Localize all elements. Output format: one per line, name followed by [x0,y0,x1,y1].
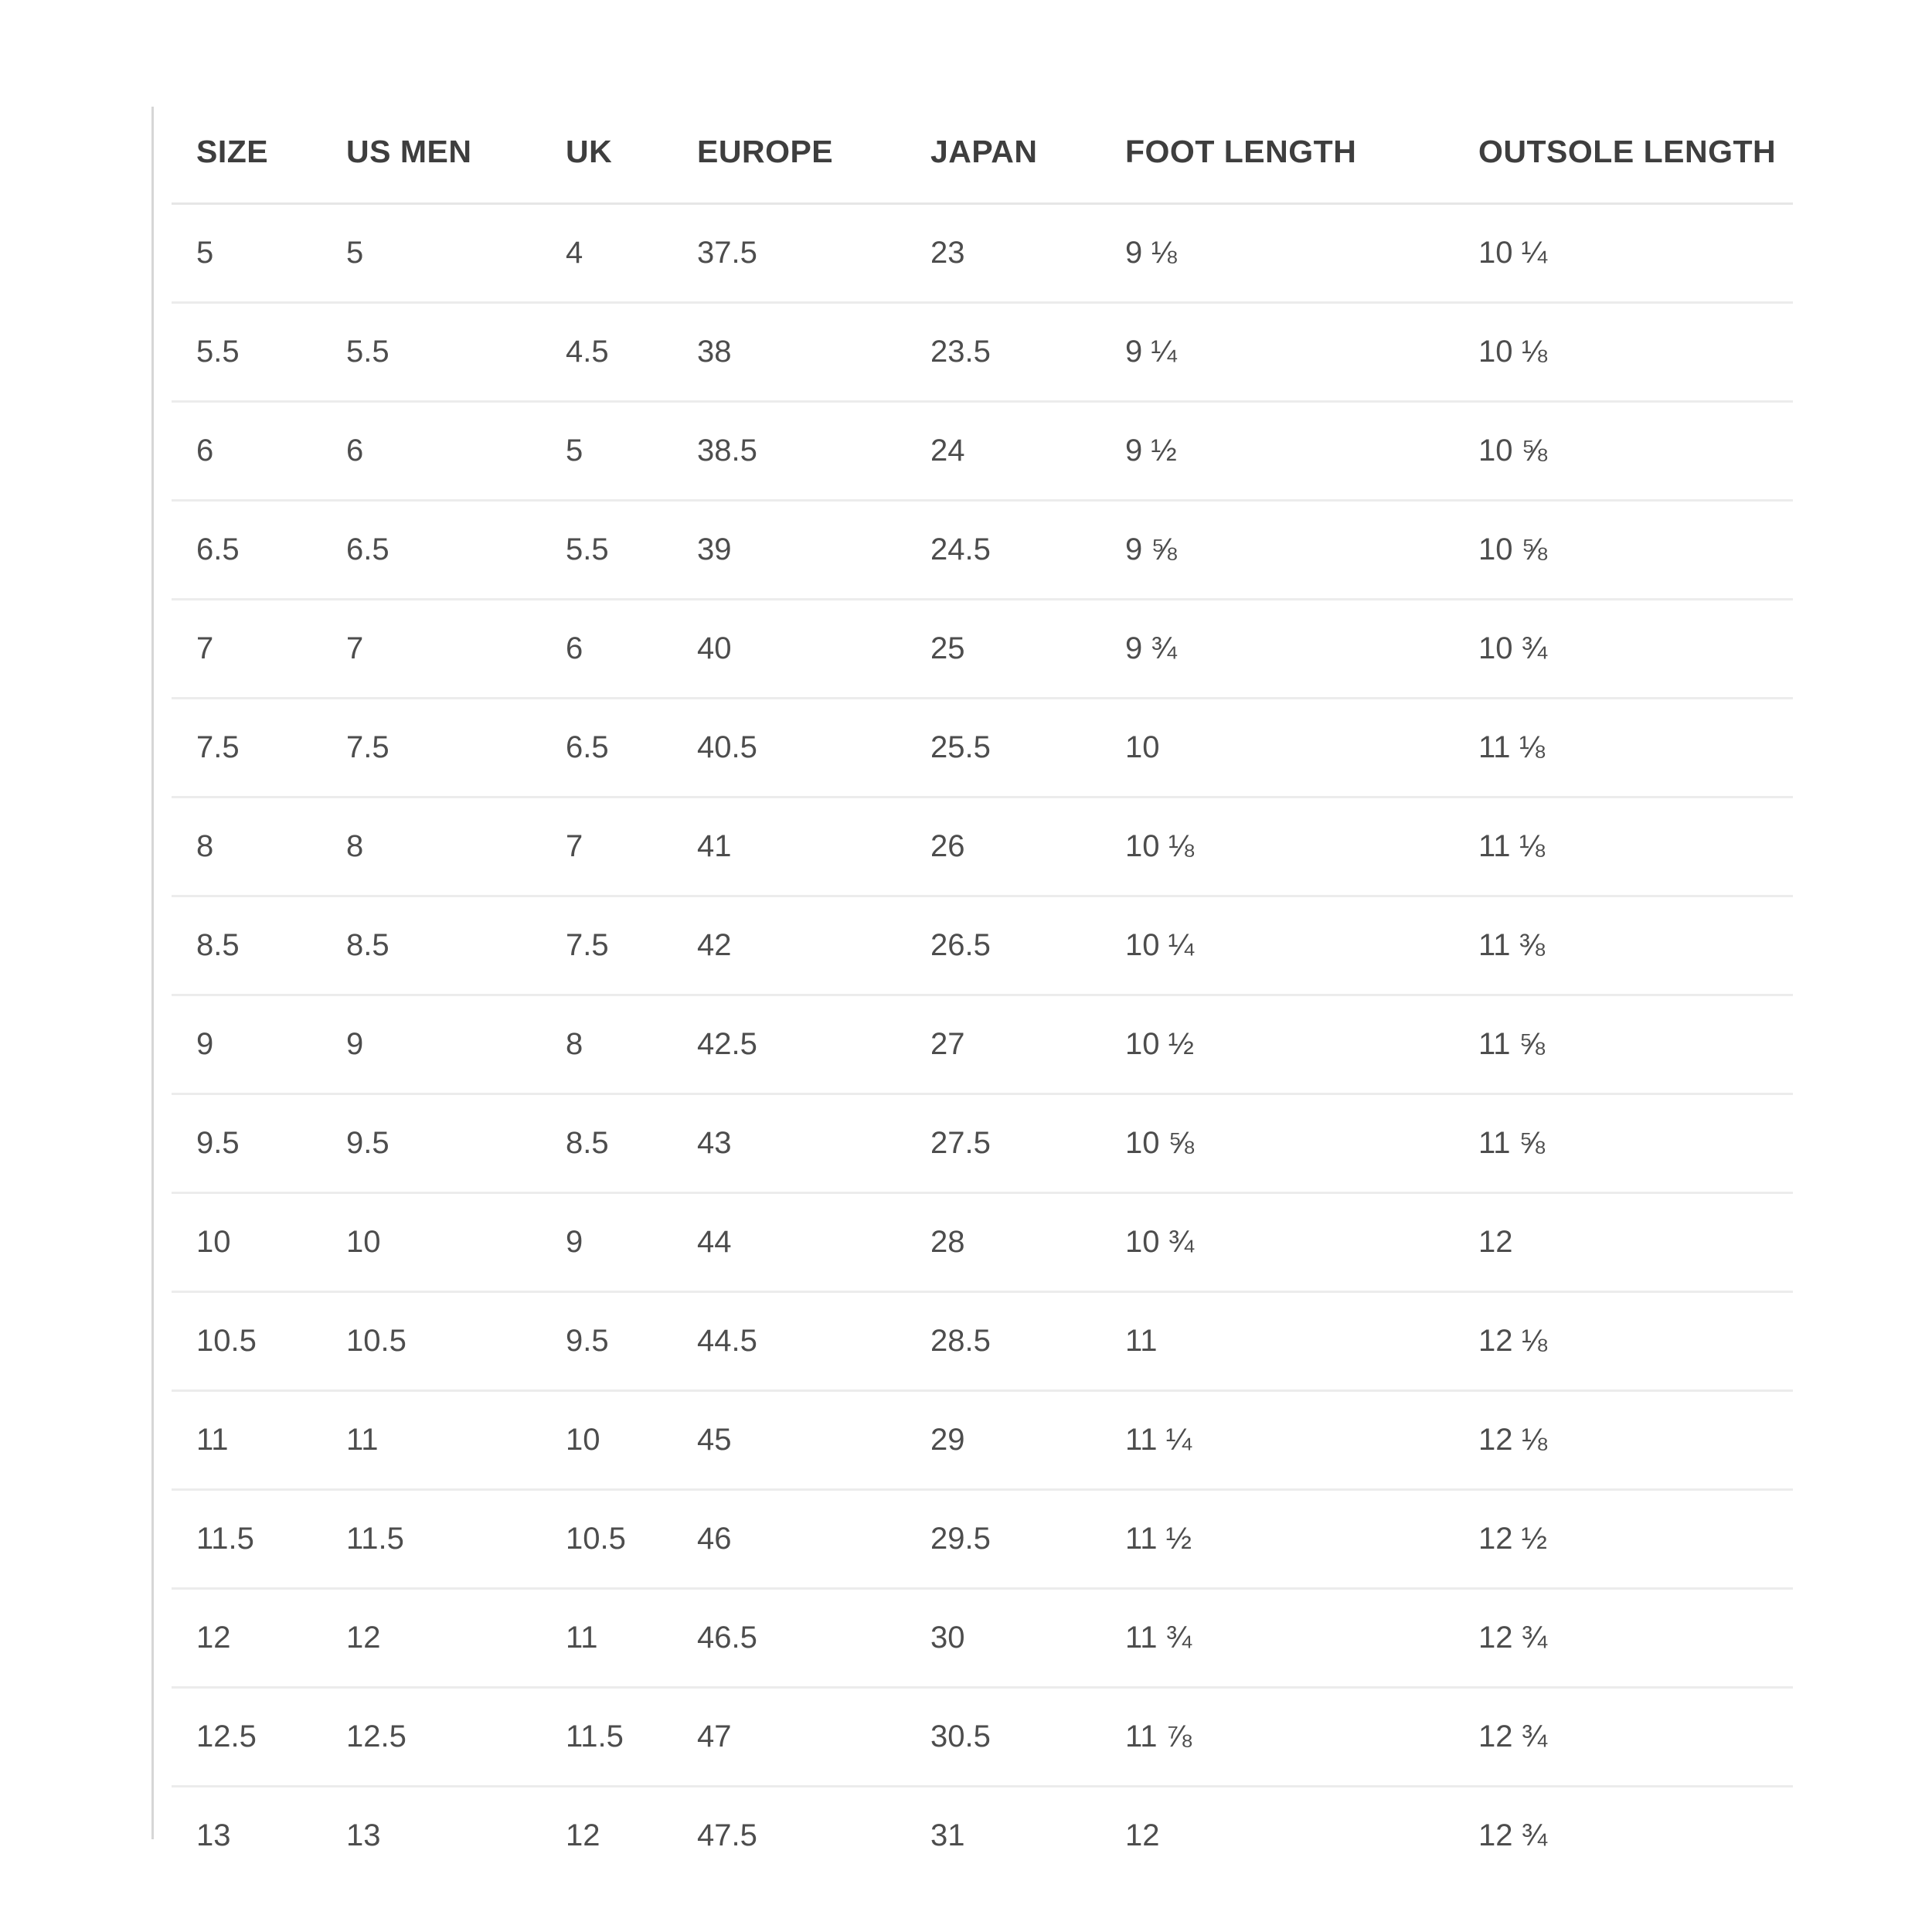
left-divider [151,107,154,1839]
header-japan: JAPAN [906,100,1100,204]
cell-uk: 7.5 [541,896,672,995]
cell-outsole-length: 12 ¾ [1454,1589,1793,1688]
cell-uk: 11 [541,1589,672,1688]
cell-us-men: 7 [321,600,541,699]
cell-size: 10.5 [172,1292,321,1391]
cell-outsole-length: 11 ⅛ [1454,699,1793,798]
table-row [172,501,1793,600]
cell-europe: 44 [672,1193,906,1292]
cell-europe: 37.5 [672,204,906,303]
cell-us-men: 6.5 [321,501,541,600]
cell-foot-length: 10 ⅝ [1100,1094,1454,1193]
cell-japan: 26 [906,798,1100,896]
cell-uk: 5.5 [541,501,672,600]
cell-uk: 11.5 [541,1688,672,1787]
cell-uk: 4.5 [541,303,672,402]
cell-foot-length: 11 ¾ [1100,1589,1454,1688]
table-header-row [172,100,1793,204]
cell-japan: 25.5 [906,699,1100,798]
cell-us-men: 12.5 [321,1688,541,1787]
cell-japan: 26.5 [906,896,1100,995]
cell-foot-length: 10 ¼ [1100,896,1454,995]
cell-size: 9 [172,995,321,1094]
table-row [172,1292,1793,1391]
cell-japan: 28 [906,1193,1100,1292]
cell-size: 9.5 [172,1094,321,1193]
table-row [172,798,1793,896]
cell-japan: 29 [906,1391,1100,1490]
table-body [172,204,1793,1885]
cell-us-men: 10 [321,1193,541,1292]
cell-europe: 45 [672,1391,906,1490]
cell-uk: 7 [541,798,672,896]
cell-outsole-length: 12 ¾ [1478,1818,1547,1852]
cell-europe: 42.5 [672,995,906,1094]
cell-us-men: 9 [321,995,541,1094]
table-row [172,699,1793,798]
cell-japan: 23 [906,204,1100,303]
cell-outsole-length: 10 ¼ [1454,204,1793,303]
cell-europe: 39 [672,501,906,600]
cell-europe: 38 [672,303,906,402]
cell-us-men: 8 [321,798,541,896]
cell-us-men: 8.5 [321,896,541,995]
cell-outsole-length: 12 ¾ [1454,1688,1793,1787]
cell-japan: 25 [906,600,1100,699]
cell-uk: 12 [566,1818,600,1852]
cell-japan: 27.5 [906,1094,1100,1193]
table-row [172,204,1793,303]
cell-uk: 8.5 [541,1094,672,1193]
cell-foot-length: 9 ⅝ [1100,501,1454,600]
cell-size: 7 [172,600,321,699]
header-outsole-length: OUTSOLE LENGTH [1454,100,1793,204]
cell-europe: 40 [672,600,906,699]
header-us-men: US MEN [321,100,541,204]
cell-europe: 46.5 [672,1589,906,1688]
cell-foot-length: 9 ⅛ [1100,204,1454,303]
cell-uk: 6 [541,600,672,699]
cell-us-men: 5 [321,204,541,303]
cell-japan: 24 [906,402,1100,501]
cell-size: 5 [172,204,321,303]
cell-foot-length: 11 ⅞ [1100,1688,1454,1787]
cell-outsole-length: 11 ⅜ [1454,896,1793,995]
table-row [172,1787,1793,1885]
cell-size: 12 [172,1589,321,1688]
cell-outsole-length: 11 ⅝ [1454,995,1793,1094]
cell-size: 11.5 [172,1490,321,1589]
cell-europe: 47 [672,1688,906,1787]
table-row [172,303,1793,402]
cell-us-men: 10.5 [321,1292,541,1391]
header-uk: UK [541,100,672,204]
cell-uk: 4 [541,204,672,303]
cell-outsole-length: 12 ⅛ [1454,1391,1793,1490]
cell-outsole-length: 12 ½ [1454,1490,1793,1589]
cell-outsole-length: 11 ⅝ [1454,1094,1793,1193]
cell-foot-length: 11 ¼ [1100,1391,1454,1490]
header-europe: EUROPE [672,100,906,204]
table-row [172,1490,1793,1589]
cell-uk: 10 [541,1391,672,1490]
table-row [172,1193,1793,1292]
table-row [172,995,1793,1094]
cell-europe: 46 [672,1490,906,1589]
cell-japan: 30.5 [906,1688,1100,1787]
size-chart-table [172,100,1793,1884]
cell-japan: 31 [930,1818,965,1852]
cell-japan: 30 [906,1589,1100,1688]
cell-europe: 44.5 [672,1292,906,1391]
header-size: SIZE [172,100,321,204]
cell-outsole-length: 11 ⅛ [1454,798,1793,896]
cell-japan: 28.5 [906,1292,1100,1391]
cell-foot-length: 10 ⅛ [1100,798,1454,896]
cell-foot-length: 10 ¾ [1100,1193,1454,1292]
cell-us-men: 6 [321,402,541,501]
cell-size: 10 [172,1193,321,1292]
table-row [172,402,1793,501]
cell-size: 7.5 [172,699,321,798]
table-row [172,600,1793,699]
cell-outsole-length: 10 ⅛ [1454,303,1793,402]
cell-uk: 9 [541,1193,672,1292]
cell-us-men: 5.5 [321,303,541,402]
cell-foot-length: 9 ¼ [1100,303,1454,402]
cell-us-men: 7.5 [321,699,541,798]
cell-us-men: 13 [346,1818,381,1852]
cell-europe: 43 [672,1094,906,1193]
cell-uk: 5 [541,402,672,501]
table-row [172,1688,1793,1787]
cell-size: 8 [172,798,321,896]
cell-europe: 42 [672,896,906,995]
table-row [172,1094,1793,1193]
cell-foot-length: 11 [1100,1292,1454,1391]
cell-japan: 23.5 [906,303,1100,402]
cell-japan: 27 [906,995,1100,1094]
cell-foot-length: 9 ½ [1100,402,1454,501]
cell-japan: 24.5 [906,501,1100,600]
cell-size: 6 [172,402,321,501]
cell-uk: 6.5 [541,699,672,798]
cell-uk: 8 [541,995,672,1094]
cell-outsole-length: 10 ⅝ [1454,402,1793,501]
table-row [172,896,1793,995]
cell-size: 12.5 [172,1688,321,1787]
cell-outsole-length: 10 ⅝ [1454,501,1793,600]
table-row [172,1391,1793,1490]
cell-uk: 10.5 [541,1490,672,1589]
cell-foot-length: 10 ½ [1100,995,1454,1094]
cell-foot-length: 9 ¾ [1100,600,1454,699]
cell-size: 13 [196,1818,231,1852]
cell-foot-length: 10 [1100,699,1454,798]
cell-us-men: 11.5 [321,1490,541,1589]
cell-foot-length: 11 ½ [1100,1490,1454,1589]
cell-europe: 38.5 [672,402,906,501]
cell-size: 11 [172,1391,321,1490]
cell-size: 5.5 [172,303,321,402]
cell-outsole-length: 12 [1454,1193,1793,1292]
table-row [172,1589,1793,1688]
cell-europe: 47.5 [697,1818,757,1852]
cell-us-men: 12 [321,1589,541,1688]
cell-europe: 41 [672,798,906,896]
cell-japan: 29.5 [906,1490,1100,1589]
cell-size: 8.5 [172,896,321,995]
cell-us-men: 11 [321,1391,541,1490]
cell-europe: 40.5 [672,699,906,798]
cell-outsole-length: 10 ¾ [1454,600,1793,699]
cell-uk: 9.5 [541,1292,672,1391]
cell-us-men: 9.5 [321,1094,541,1193]
header-foot-length: FOOT LENGTH [1100,100,1454,204]
cell-foot-length: 12 [1125,1818,1160,1852]
cell-size: 6.5 [172,501,321,600]
cell-outsole-length: 12 ⅛ [1454,1292,1793,1391]
